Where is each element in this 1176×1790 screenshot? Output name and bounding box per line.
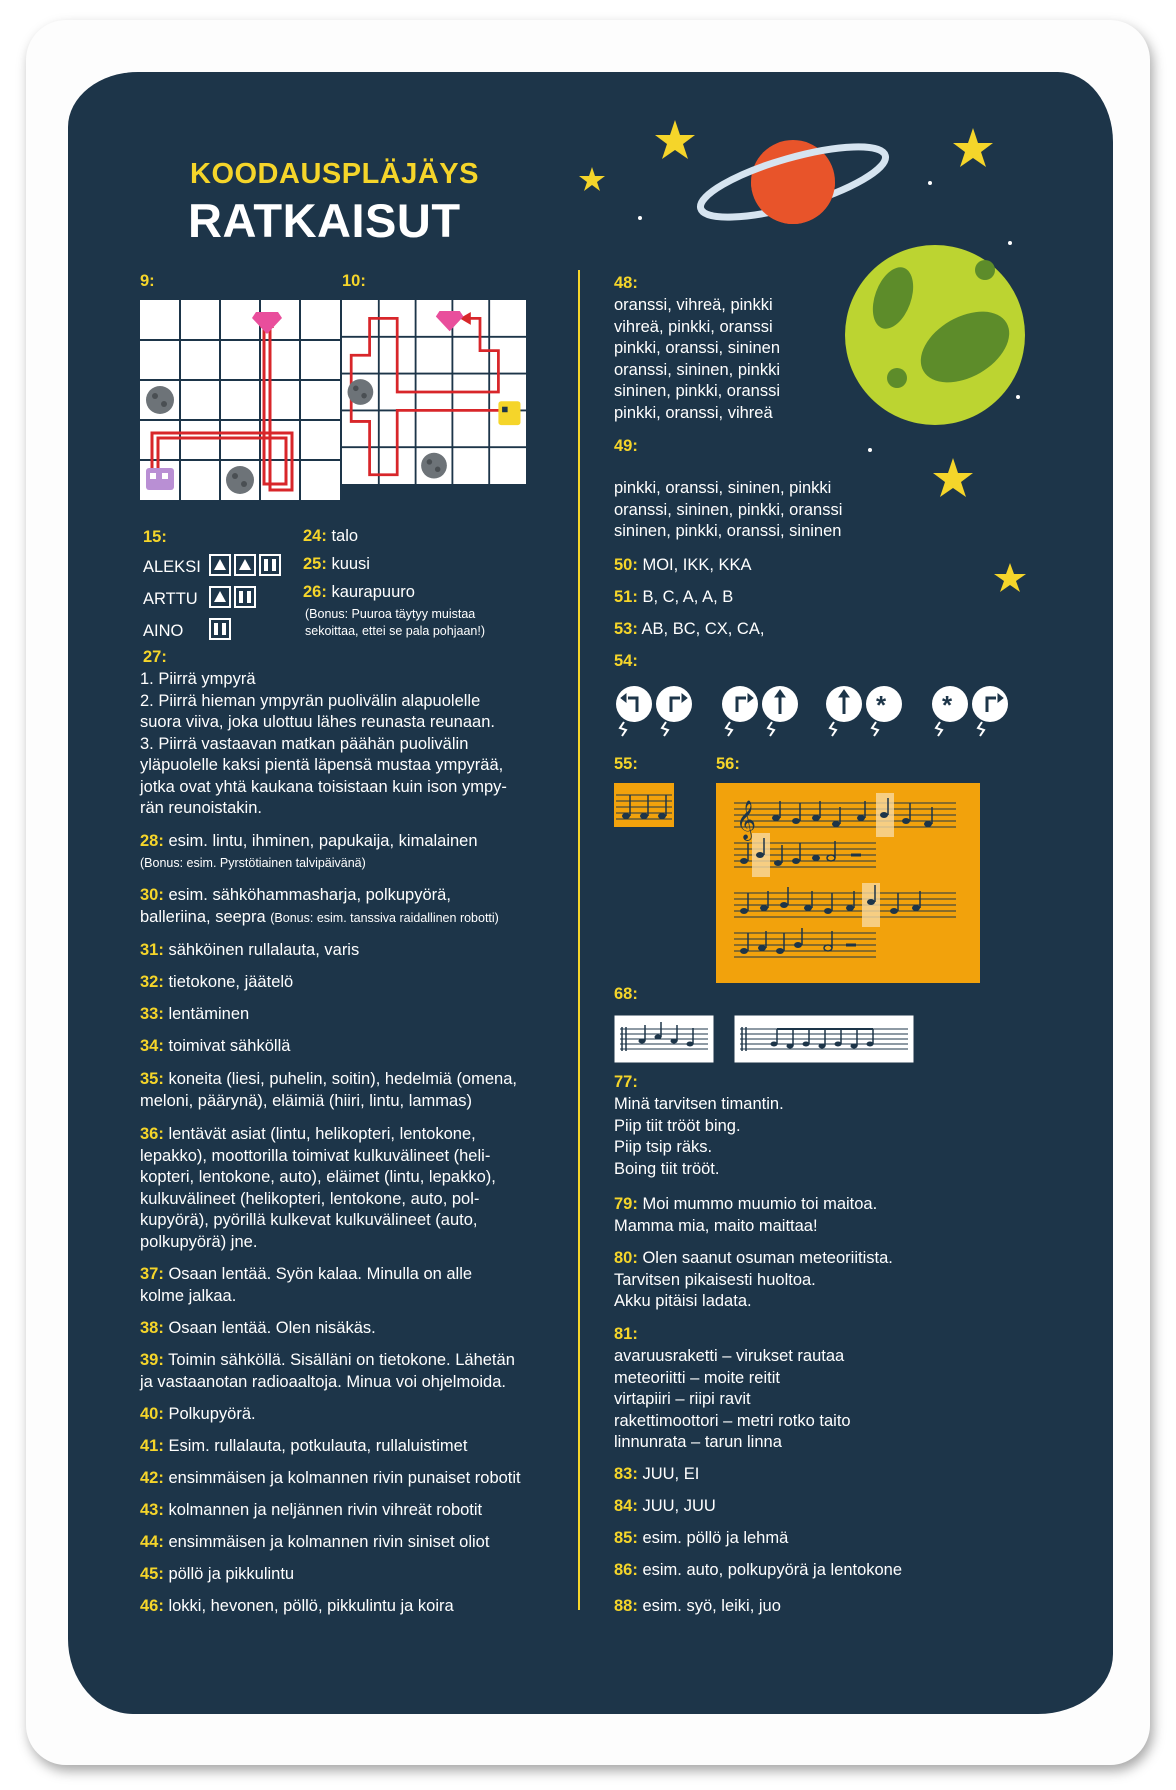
answer-86: 86: esim. auto, polkupyörä ja lentokone [614,1561,903,1579]
answer-28-bonus: (Bonus: esim. Pyrstötiainen talvipäivänä) [140,856,366,870]
answer-28: 28: esim. lintu, ihminen, papukaija, kimalainen [140,832,478,850]
forward-icon [214,559,226,570]
answer-43: 43: kolmannen ja neljännen rivin vihreät robotit [140,1501,483,1519]
answer-25: 25: kuusi [303,555,370,573]
grid-9 [140,300,340,500]
robot-icon [498,401,520,425]
answer-24: 24: talo [303,527,359,545]
answer-15-name-aino: AINO [143,622,184,640]
meteor-icon [421,453,447,479]
answer-46: 46: lokki, hevonen, pöllö, pikkulintu ja koira [140,1597,454,1615]
answer-9-number: 9: [140,272,155,290]
meteor-icon [146,386,174,414]
pause-icon [264,559,268,571]
page-title: RATKAISUT [188,194,461,247]
answer-41: 41: Esim. rullalauta, potkulauta, rullaluistimet [140,1437,468,1455]
answer-26-bonus: (Bonus: Puuroa täytyy muistaa sekoittaa, ettei se pala pohjaan!) [305,607,485,638]
meteor-icon [348,379,374,405]
answer-55-number: 55: [614,755,638,773]
answer-77-number: 77: [614,1073,638,1091]
answer-42: 42: ensimmäisen ja kolmannen rivin punaiset robotit [140,1469,521,1487]
answer-80: 80: Olen saanut osuman meteoriitista. Tarvitsen pikaisesti huoltoa. Akku pitäisi ladata. [614,1249,893,1310]
answer-50: 50: MOI, IKK, KKA [614,556,752,574]
answer-10-number: 10: [342,272,366,290]
planet-icon [694,132,892,231]
treble-clef-icon: 𝄞 [736,800,757,840]
answer-33: 33: lentäminen [140,1005,250,1023]
answer-81-text: avaruusraketti – virukset rautaa meteoriitti – moite reitit virtapiiri – riipi ravit rakettimoottori – metri rotko taito linnunrata – tarun linna [614,1347,851,1451]
robot-icon [146,468,174,490]
answer-85: 85: esim. pöllö ja lehmä [614,1529,789,1547]
answer-56-music [716,783,980,983]
answer-48-number: 48: [614,274,638,292]
star-action-icon: * [942,690,953,720]
answer-68-music-1 [614,1015,714,1063]
answer-34: 34: toimivat sähköllä [140,1037,291,1055]
answer-38: 38: Osaan lentää. Olen nisäkäs. [140,1319,376,1337]
pause-icon [214,623,218,635]
answer-30: 30: esim. sähköhammasharja, polkupyörä, [140,886,451,904]
answer-79: 79: Moi mummo muumio toi maitoa. Mamma mia, maito maittaa! [614,1195,878,1235]
answer-15-name-arttu: ARTTU [143,590,198,608]
moon-icon [845,245,1025,425]
column-divider [578,270,580,1610]
answer-45: 45: pöllö ja pikkulintu [140,1565,295,1583]
answer-88: 88: esim. syö, leiki, juo [614,1597,781,1615]
answer-49-text: pinkki, oranssi, sininen, pinkki oranssi, sininen, pinkki, oranssi sininen, pinkki, oranssi, sininen [614,479,843,540]
answer-15-number: 15: [143,528,167,546]
answer-36: 36: lentävät asiat (lintu, helikopteri, lentokone, lepakko), moottorilla toimivat kulkuvälineet (heli- kopteri, lentokone, auto), eläimet (lintu, lepakko), kulkuvälineet (helikopteri, lentokone, auto, pol- kupyörä), pyörillä kulkevat kulkuvälineet (auto, polkupyörä) jne. [140,1125,496,1251]
answer-27-number: 27: [143,648,167,666]
answer-48-text: oranssi, vihreä, pinkki vihreä, pinkki, oranssi pinkki, oranssi, sininen oranssi, sininen, pinkki sininen, pinkki, oranssi pinkki, oranssi, vihreä [614,296,780,422]
answer-27-text: 1. Piirrä ympyrä 2. Piirrä hieman ympyrän puolivälin alapuolelle suora viiva, joka ulottuu lähes reunasta reunaan. 3. Piirrä vastaavan matkan päähän puolivälin yläpuolelle kaksi pientä läpensä mustaa ympyrää, jotka ovat yhtä kaukana toisistaan kuin ison ympy- rän reunoistakin. [140,670,507,817]
answer-54-number: 54: [614,652,638,670]
answer-83: 83: JUU, EI [614,1465,700,1483]
answer-77-text: Minä tarvitsen timantin. Piip tiit trööt bing. Piip tsip räks. Boing tiit trööt. [614,1095,784,1178]
pause-icon [239,591,243,603]
answer-26: 26: kaurapuuro [303,583,415,601]
answer-15-name-aleksi: ALEKSI [143,558,201,576]
answer-51: 51: B, C, A, A, B [614,588,734,606]
answer-54-bubbles [612,680,1032,740]
answer-37: 37: Osaan lentää. Syön kalaa. Minulla on alle kolme jalkaa. [140,1265,473,1305]
answer-53: 53: AB, BC, CX, CA, [614,620,765,638]
grid-10 [342,300,526,484]
answer-81-number: 81: [614,1325,638,1343]
forward-icon [239,559,251,570]
answer-30-line2: balleriina, seepra (Bonus: esim. tanssiva raidallinen robotti) [140,908,499,926]
answer-44: 44: ensimmäisen ja kolmannen rivin siniset oliot [140,1533,490,1551]
answer-68-music-2 [734,1015,914,1063]
answer-84: 84: JUU, JUU [614,1497,716,1515]
answer-35: 35: koneita (liesi, puhelin, soitin), hedelmiä (omena, meloni, päärynä), eläimiä (hiiri, lintu, lammas) [140,1070,517,1110]
answer-32: 32: tietokone, jäätelö [140,973,294,991]
forward-icon [214,591,226,602]
answer-55-notes [614,783,674,827]
answer-49-number: 49: [614,437,638,455]
answer-31: 31: sähköinen rullalauta, varis [140,941,360,959]
meteor-icon [226,466,254,494]
page-subtitle: KOODAUSPLÄJÄYS [190,158,479,190]
star-action-icon: * [876,690,887,720]
answer-39: 39: Toimin sähköllä. Sisälläni on tietokone. Lähetän ja vastaanotan radioaaltoja. Minua voi ohjelmoida. [140,1351,515,1391]
answer-40: 40: Polkupyörä. [140,1405,256,1423]
answer-68-number: 68: [614,985,638,1003]
answer-56-number: 56: [716,755,740,773]
answer-15-icons [208,553,308,643]
